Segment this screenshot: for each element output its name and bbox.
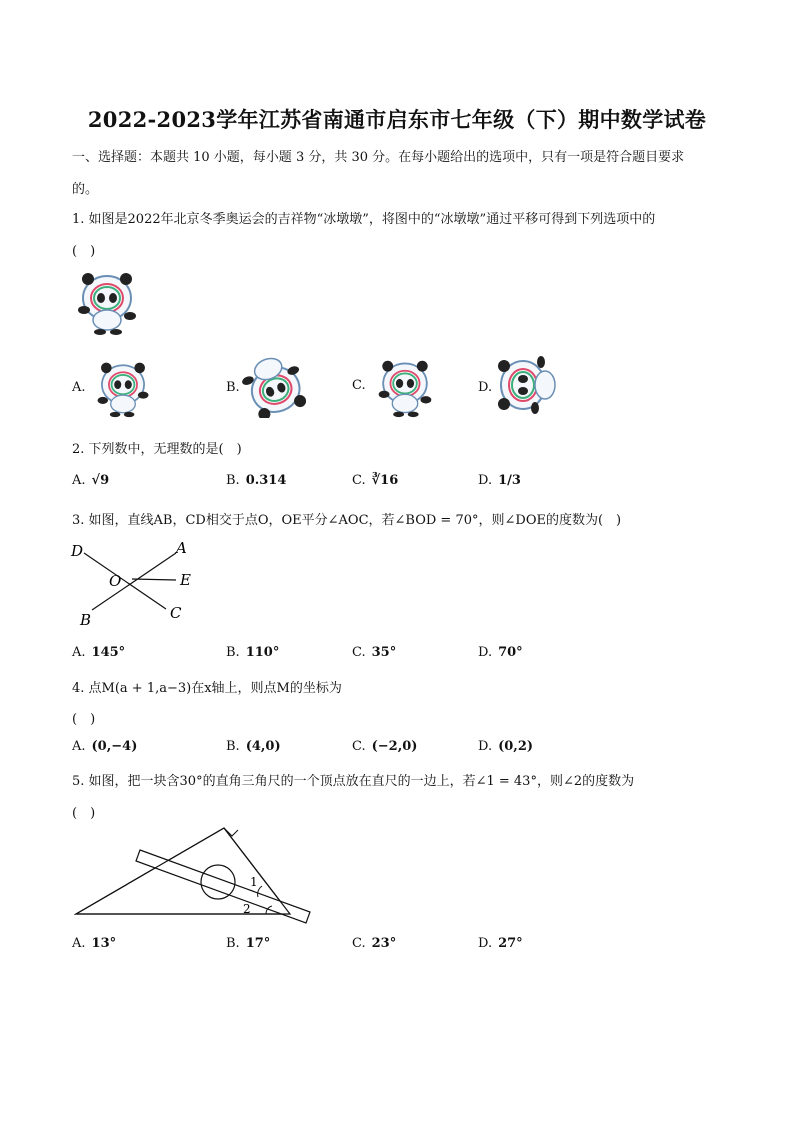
- q4-option-a[interactable]: A. (0,−4): [72, 739, 138, 754]
- q5-triangle-ruler-figure: [72, 824, 314, 928]
- q3-label-c: C: [170, 604, 182, 622]
- q4-option-c[interactable]: C. (−2,0): [352, 739, 418, 754]
- q2-option-d[interactable]: D. 1/3: [478, 473, 521, 488]
- mascot-translated-icon: [374, 358, 436, 418]
- q5-option-a-value: 13°: [91, 936, 117, 951]
- q3-option-d[interactable]: D. 70°: [478, 645, 523, 660]
- q3-option-d-value: 70°: [498, 645, 523, 660]
- section-instructions-line1: 一、选择题：本题共 10 小题，每小题 3 分，共 30 分。在每小题给出的选项中，只有一项是符合题目要求: [72, 150, 685, 165]
- mascot-reference-icon: [76, 270, 138, 336]
- q4-option-b[interactable]: B. (4,0): [226, 739, 281, 754]
- q2-option-b[interactable]: B. 0.314: [226, 473, 287, 488]
- q3-option-a[interactable]: A. 145°: [72, 645, 126, 660]
- q4-option-c-value: (−2,0): [371, 739, 418, 754]
- q3-stem: 3. 如图，直线AB，CD相交于点O，OE平分∠AOC，若∠BOD = 70°，则∠DOE的度数为( ): [72, 513, 622, 528]
- q3-label-a: A: [176, 539, 187, 557]
- mascot-rotated-90-icon: [496, 352, 560, 418]
- q5-option-d-value: 27°: [498, 936, 523, 951]
- q5-option-b[interactable]: B. 17°: [226, 936, 271, 951]
- q5-option-a[interactable]: A. 13°: [72, 936, 117, 951]
- q3-label-o: O: [109, 572, 122, 590]
- q3-option-b-value: 110°: [245, 645, 280, 660]
- q5-option-b-value: 17°: [245, 936, 271, 951]
- q5-option-c-value: 23°: [371, 936, 397, 951]
- q4-option-d[interactable]: D. (0,2): [478, 739, 534, 754]
- q2-options: [72, 473, 722, 493]
- q1-option-d-label: D.: [478, 380, 493, 395]
- q1-stem: 1. 如图是2022年北京冬季奥运会的吉祥物“冰墩墩”，将图中的“冰墩墩”通过平移可得到下列选项中的: [72, 212, 656, 227]
- q3-option-c-value: 35°: [371, 645, 397, 660]
- q4-option-a-value: (0,−4): [91, 739, 138, 754]
- q2-option-a[interactable]: A. √9: [72, 473, 110, 488]
- q5-stem: 5. 如图，把一块含30°的直角三角尺的一个顶点放在直尺的一边上，若∠1 = 43°，则∠2的度数为: [72, 774, 635, 789]
- q3-label-d: D: [71, 542, 84, 560]
- q3-label-b: B: [80, 611, 92, 629]
- section-instructions-line2: 的。: [72, 182, 99, 197]
- q4-stem: 4. 点M(a + 1,a−3)在x轴上，则点M的坐标为: [72, 681, 342, 696]
- mascot-flipped-icon: [92, 360, 154, 418]
- q4-option-d-value: (0,2): [498, 739, 534, 754]
- q3-intersecting-lines-figure: [66, 536, 206, 630]
- q5-angle2-label: 2: [243, 902, 251, 916]
- q2-option-b-value: 0.314: [245, 473, 287, 488]
- q5-angle1-label: 1: [250, 875, 258, 889]
- q4-option-b-value: (4,0): [245, 739, 281, 754]
- q5-paren: ( ): [72, 806, 96, 821]
- q3-label-e: E: [180, 571, 191, 589]
- q3-option-b[interactable]: B. 110°: [226, 645, 280, 660]
- q1-option-b-label: B.: [226, 380, 240, 395]
- q3-options: [72, 645, 722, 665]
- q5-options: [72, 936, 722, 956]
- q2-option-a-value: √9: [91, 473, 110, 488]
- q4-options: [72, 739, 722, 759]
- q2-option-c-value: ∛16: [371, 473, 399, 488]
- q3-option-c[interactable]: C. 35°: [352, 645, 397, 660]
- q4-paren: ( ): [72, 712, 96, 727]
- exam-title: 2022-2023学年江苏省南通市启东市七年级（下）期中数学试卷: [87, 107, 707, 132]
- q2-option-d-value: 1/3: [498, 473, 521, 488]
- q5-option-d[interactable]: D. 27°: [478, 936, 523, 951]
- q1-option-c-label: C.: [352, 378, 366, 393]
- q2-option-c[interactable]: C. ∛16: [352, 473, 399, 488]
- q1-option-a-label: A.: [72, 380, 86, 395]
- mascot-rotated-icon: [242, 352, 306, 418]
- q1-paren: ( ): [72, 244, 96, 259]
- q5-option-c[interactable]: C. 23°: [352, 936, 397, 951]
- q3-option-a-value: 145°: [91, 645, 126, 660]
- q2-stem: 2. 下列数中，无理数的是( ): [72, 442, 242, 457]
